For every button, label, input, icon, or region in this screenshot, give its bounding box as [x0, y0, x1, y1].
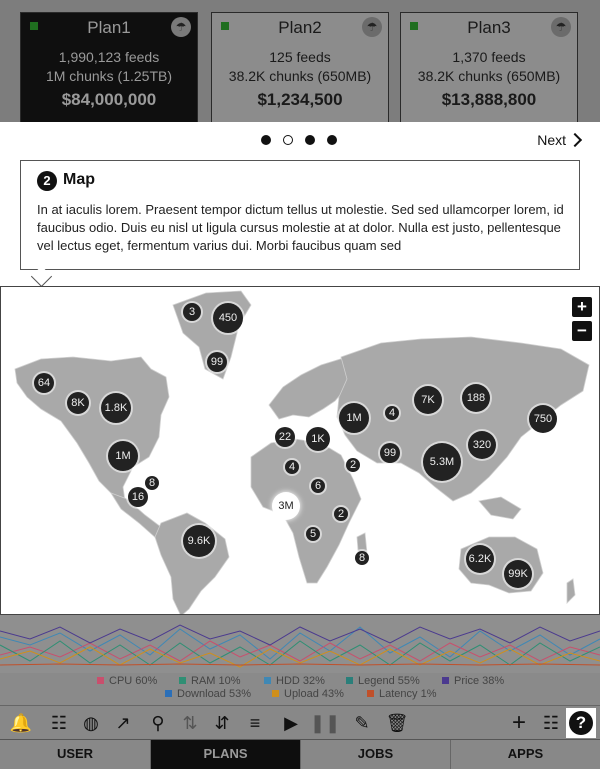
- next-button[interactable]: [537, 132, 580, 148]
- plan-title: Plan2: [278, 18, 322, 37]
- plan-chunks: 38.2K chunks (650MB): [228, 68, 372, 84]
- legend-label: Upload 43%: [284, 688, 344, 700]
- trash-icon[interactable]: 🗑: [385, 713, 409, 733]
- plan-amount: $13,888,800: [441, 90, 537, 109]
- status-square: [30, 22, 38, 30]
- bell-icon[interactable]: 🔔: [9, 713, 33, 733]
- tour-callout: [20, 160, 580, 270]
- zoom-in-button[interactable]: +: [572, 297, 592, 317]
- status-square: [410, 22, 418, 30]
- tab-apps[interactable]: APPS: [450, 740, 600, 769]
- metrics-sparkline: [0, 615, 600, 674]
- legend-label: Legend 55%: [358, 675, 420, 687]
- map-cluster[interactable]: 16: [128, 487, 148, 507]
- step-number: 2: [37, 171, 57, 191]
- legend-label: Download 53%: [177, 688, 251, 700]
- list-grid-icon[interactable]: ☷: [542, 713, 560, 733]
- legend-swatch: [367, 690, 374, 697]
- toolbar: [0, 705, 600, 740]
- plus-icon[interactable]: +: [511, 709, 526, 736]
- plan-feeds: 1,990,123 feeds: [58, 49, 160, 65]
- legend-swatch: [442, 677, 449, 684]
- plan-card-plan3[interactable]: [400, 12, 578, 122]
- plan-title: Plan1: [87, 18, 131, 37]
- legend-label: Price 38%: [454, 675, 505, 687]
- map-cluster[interactable]: 2: [346, 458, 360, 472]
- play-icon[interactable]: ▶: [284, 713, 298, 733]
- tour-body: In at iaculis lorem. Praesent tempor dictum tellus ut molestie. Sed sed ullamcorper lorem, id faucibus odio. Duis eu nisl ut ligula cursus molestie at at dolor. Nulla est justo, pellentesque vel lectus eget, fermentum varius dui. Morbi faucibus quam sed: [37, 202, 564, 253]
- plans-strip: [0, 0, 600, 122]
- map-cluster[interactable]: 6.2K: [466, 545, 494, 573]
- legend-label: CPU 60%: [109, 675, 158, 687]
- map-cluster[interactable]: 750: [529, 405, 557, 433]
- map-cluster[interactable]: 188: [462, 384, 490, 412]
- legend-swatch: [165, 690, 172, 697]
- map-cluster[interactable]: 1M: [339, 403, 369, 433]
- step-dot-1[interactable]: [261, 135, 271, 145]
- map-cluster[interactable]: 450: [213, 303, 243, 333]
- plan-amount: $84,000,000: [61, 90, 157, 109]
- map-cluster[interactable]: 4: [385, 406, 399, 420]
- map-cluster[interactable]: 99: [207, 352, 227, 372]
- legend-swatch: [272, 690, 279, 697]
- legend-swatch: [97, 677, 104, 684]
- next-label: Next: [537, 132, 566, 148]
- map-cluster[interactable]: 1M: [108, 441, 138, 471]
- legend-item[interactable]: [97, 675, 157, 687]
- map-cluster[interactable]: 5: [306, 527, 320, 541]
- tab-plans[interactable]: PLANS: [150, 740, 300, 769]
- map-cluster[interactable]: 99: [380, 443, 400, 463]
- map-cluster[interactable]: 8: [145, 476, 159, 490]
- help-button[interactable]: [566, 708, 596, 738]
- map-cluster[interactable]: 1K: [306, 427, 330, 451]
- map-cluster-selected[interactable]: 3M: [272, 492, 300, 520]
- help-icon: ?: [569, 711, 593, 735]
- legend-swatch: [264, 677, 271, 684]
- grid-icon[interactable]: ☷: [50, 713, 68, 733]
- globe-icon[interactable]: ◍: [83, 713, 99, 733]
- chart-icon[interactable]: ↗: [115, 713, 131, 733]
- tab-jobs[interactable]: JOBS: [300, 740, 450, 769]
- sort-desc-icon[interactable]: ⇵: [214, 713, 230, 733]
- chevron-right-icon: [568, 133, 582, 147]
- world-map[interactable]: [0, 286, 600, 615]
- plan-title: Plan3: [467, 18, 511, 37]
- bottom-nav: [0, 739, 600, 769]
- legend-label: RAM 10%: [191, 675, 241, 687]
- plan-card-plan1[interactable]: [20, 12, 198, 122]
- tour-title: Map: [63, 171, 95, 188]
- map-cluster[interactable]: 6: [311, 479, 325, 493]
- step-dot-3[interactable]: [305, 135, 315, 145]
- legend-item[interactable]: [179, 675, 241, 687]
- plan-chunks: 38.2K chunks (650MB): [417, 68, 561, 84]
- map-cluster[interactable]: 1.8K: [101, 393, 131, 423]
- plan-badge-icon: ☂: [362, 17, 382, 37]
- legend-item[interactable]: [367, 688, 436, 700]
- legend-item[interactable]: [165, 688, 251, 700]
- legend-item[interactable]: [442, 675, 504, 687]
- legend-swatch: [346, 677, 353, 684]
- status-square: [221, 22, 229, 30]
- legend-label: HDD 32%: [276, 675, 325, 687]
- plan-chunks: 1M chunks (1.25TB): [45, 68, 173, 84]
- legend-label: Latency 1%: [379, 688, 437, 700]
- search-icon[interactable]: ⚲: [151, 713, 165, 733]
- map-cluster[interactable]: 8K: [67, 392, 89, 414]
- map-cluster[interactable]: 4: [285, 460, 299, 474]
- map-cluster[interactable]: 9.6K: [183, 525, 215, 557]
- map-cluster[interactable]: 64: [34, 373, 54, 393]
- step-dot-2[interactable]: [283, 135, 293, 145]
- sparkline-chart: [0, 615, 600, 673]
- plan-feeds: 125 feeds: [269, 49, 331, 65]
- pencil-icon[interactable]: ✎: [354, 713, 370, 733]
- sliders-icon[interactable]: ≡: [249, 713, 261, 733]
- map-cluster[interactable]: 99K: [504, 560, 532, 588]
- map-cluster[interactable]: 320: [468, 431, 496, 459]
- plan-card-plan2[interactable]: [211, 12, 389, 122]
- pause-icon[interactable]: ❚❚: [310, 713, 341, 733]
- map-cluster[interactable]: 22: [275, 427, 295, 447]
- map-cluster[interactable]: 8: [355, 551, 369, 565]
- legend-item[interactable]: [346, 675, 420, 687]
- tab-user[interactable]: USER: [56, 746, 94, 761]
- legend-item[interactable]: [272, 688, 344, 700]
- step-dot-4[interactable]: [327, 135, 337, 145]
- metrics-legend: [0, 673, 600, 705]
- plan-amount: $1,234,500: [257, 90, 343, 109]
- map-cluster[interactable]: 7K: [414, 386, 442, 414]
- legend-item[interactable]: [264, 675, 325, 687]
- zoom-out-button[interactable]: −: [572, 321, 592, 341]
- plan-feeds: 1,370 feeds: [452, 49, 526, 65]
- plan-badge-icon: ☂: [551, 17, 571, 37]
- plan-badge-icon: ☂: [171, 17, 191, 37]
- map-cluster[interactable]: 5.3M: [423, 443, 461, 481]
- map-cluster[interactable]: 2: [334, 507, 348, 521]
- sort-asc-icon[interactable]: ⇅: [182, 713, 198, 733]
- legend-swatch: [179, 677, 186, 684]
- tour-panel: [0, 122, 600, 286]
- map-cluster[interactable]: 3: [183, 303, 201, 321]
